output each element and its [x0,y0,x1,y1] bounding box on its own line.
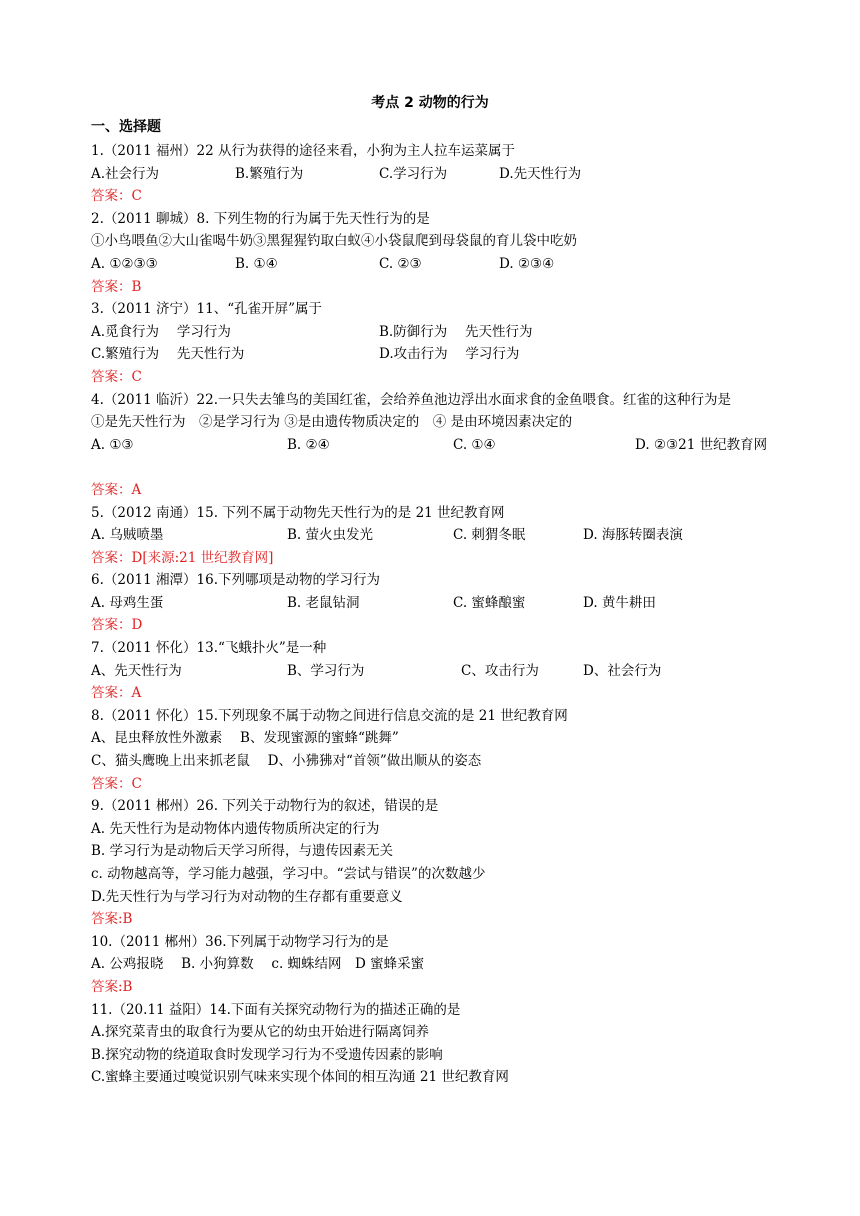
question-list [91,140,791,1089]
question-options [91,434,791,457]
question-stem: 7.（2011 怀化）13.“飞蛾扑火”是一种 [91,640,327,657]
option: A、先天性行为 [91,662,182,679]
option: B. ①④ [235,255,278,272]
answer: 答案：D [91,617,143,634]
question-option-line: C、猫头鹰晚上出来抓老鼠 D、小狒狒对“首领”做出顺从的姿态 [91,753,482,770]
option: B. 老鼠钻洞 [287,594,360,611]
question-stem: 5.（2012 南通）15. 下列不属于动物先天性行为的是 21 世纪教育网 [91,504,505,521]
question-options [91,163,791,186]
question-extra: ①小鸟喂鱼②大山雀喝牛奶③黑猩猩钓取白蚁④小袋鼠爬到母袋鼠的育儿袋中吃奶 [91,233,577,250]
question-option-line: A.探究菜青虫的取食行为要从它的幼虫开始进行隔离饲养 [91,1024,430,1041]
question-options [91,592,791,615]
option: B.防御行为 先天性行为 [379,323,533,340]
option: D. ②③④ [499,255,555,272]
question-stem: 4.（2011 临沂）22.一只失去雏鸟的美国红雀，会给养鱼池边浮出水面求食的金鱼喂食。红雀的这种行为是 [91,391,731,408]
question-stem: 9.（2011 郴州）26. 下列关于动物行为的叙述，错误的是 [91,798,439,815]
question-option-line: B.探究动物的绕道取食时发现学习行为不受遗传因素的影响 [91,1046,443,1063]
option: B. ②④ [287,436,330,453]
option: C.学习行为 [379,165,448,182]
option: B. 萤火虫发光 [287,527,374,544]
answer: 答案：C [91,775,142,792]
question-option-line: c. 动物越高等，学习能力越强，学习中。“尝试与错误”的次数越少 [91,866,486,882]
answer: 答案:B [91,911,133,928]
question-stem: 10.（2011 郴州）36.下列属于动物学习行为的是 [91,933,389,950]
question-options [91,343,791,366]
question-stem: 11.（20.11 益阳）14.下面有关探究动物行为的描述正确的是 [91,1001,461,1018]
option: D.先天性行为 [499,165,582,182]
answer: 答案：C [91,188,142,205]
question-stem: 2.（2011 聊城）8. 下列生物的行为属于先天性行为的是 [91,210,430,227]
question-option-line: C.蜜蜂主要通过嗅觉识别气味来实现个体间的相互沟通 21 世纪教育网 [91,1069,509,1086]
question-option-line: D.先天性行为与学习行为对动物的生存都有重要意义 [91,888,403,905]
question-option-line: A、昆虫释放性外激素 B、发现蜜源的蜜蜂“跳舞” [91,730,399,747]
question-option-line: A. 先天性行为是动物体内遗传物质所决定的行为 [91,820,380,837]
option: A. 母鸡生蛋 [91,594,164,611]
question-stem: 8.（2011 怀化）15.下列现象不属于动物之间进行信息交流的是 21 世纪教育网 [91,707,568,724]
option: A.社会行为 [91,165,160,182]
answer: 答案：C [91,368,142,385]
option: C、攻击行为 [461,662,539,679]
option: A. ①②③③ [91,255,158,272]
option: C. ②③ [379,255,422,272]
answer: 答案：B [91,278,142,295]
question-options [91,321,791,344]
question-option-line: B. 学习行为是动物后天学习所得，与遗传因素无关 [91,843,394,860]
question-options [91,524,791,547]
answer: 答案：D[来源:21 世纪教育网] [91,549,274,566]
option: D. 黄牛耕田 [583,594,656,611]
option: D.攻击行为 学习行为 [379,346,520,363]
question-extra: ①是先天性行为 ②是学习行为 ③是由遗传物质决定的 ④ 是由环境因素决定的 [91,414,573,431]
page-title: 考点 2 动物的行为 [371,95,489,111]
option: A. ①③ [91,436,134,453]
option: A.觅食行为 学习行为 [91,323,231,340]
option: A. 乌贼喷墨 [91,527,164,544]
option: D. 海豚转圈表演 [583,527,683,544]
option: C. 刺猬冬眠 [453,527,526,544]
answer: 答案：A [91,685,142,702]
question-stem: 6.（2011 湘潭）16.下列哪项是动物的学习行为 [91,572,380,589]
option: C. ①④ [453,436,496,453]
section-heading: 一、选择题 [91,119,161,135]
option: C.繁殖行为 先天性行为 [91,346,245,363]
option: D、社会行为 [583,662,662,679]
question-option-line: A. 公鸡报晓 B. 小狗算数 c. 蜘蛛结网 D 蜜蜂采蜜 [91,956,425,973]
option: B、学习行为 [287,662,365,679]
option: C. 蜜蜂酿蜜 [453,594,526,611]
question-options [91,253,791,276]
option: D. ②③21 世纪教育网 [635,436,768,453]
question-stem: 1.（2011 福州）22 从行为获得的途径来看，小狗为主人拉车运菜属于 [91,143,515,159]
question-options [91,660,791,683]
option: B.繁殖行为 [235,165,304,182]
answer: 答案:B [91,978,133,995]
question-stem: 3.（2011 济宁）11、“孔雀开屏”属于 [91,301,323,318]
answer: 答案：A [91,481,142,498]
